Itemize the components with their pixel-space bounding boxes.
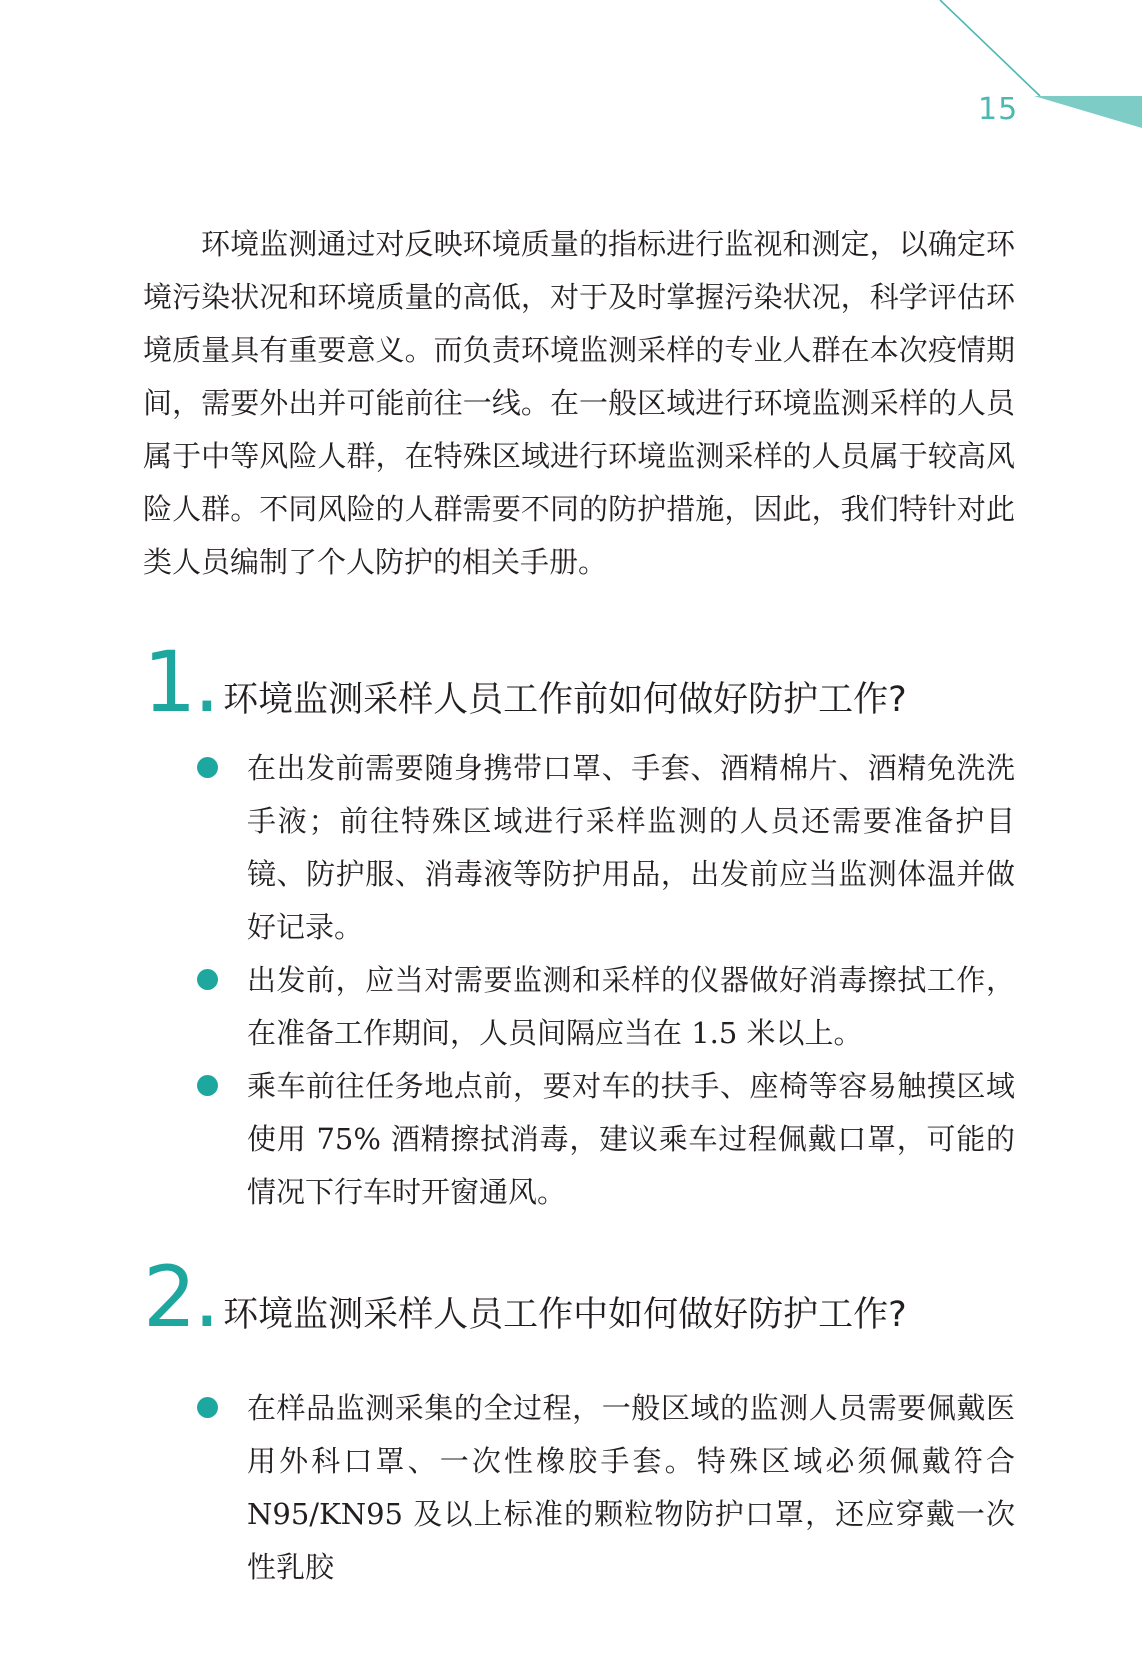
list-item xyxy=(195,954,1015,1060)
list-item xyxy=(195,1060,1015,1219)
section-2-number: 2. xyxy=(143,1248,218,1346)
corner-tab xyxy=(1034,96,1142,128)
section-1-heading xyxy=(143,633,907,731)
section-1-title: 环境监测采样人员工作前如何做好防护工作? xyxy=(223,680,907,720)
bullet-dot-icon xyxy=(197,1397,218,1418)
intro-paragraph: 环境监测通过对反映环境质量的指标进行监视和测定，以确定环境污染状况和环境质量的高低，对于及时掌握污染状况，科学评估环境质量具有重要意义。而负责环境监测采样的专业人群在本次疫情期间，需要外出并可能前往一线。在一般区域进行环境监测采样的人员属于中等风险人群，在特殊区域进行环境监测采样的人员属于较高风险人群。不同风险的人群需要不同的防护措施，因此，我们特针对此类人员编制了个人防护的相关手册。 xyxy=(143,227,1015,579)
corner-decoration xyxy=(0,0,1142,140)
list-item-text: 在出发前需要随身携带口罩、手套、酒精棉片、酒精免洗洗手液；前往特殊区域进行采样监测的人员还需要准备护目镜、防护服、消毒液等防护用品，出发前应当监测体温并做好记录。 xyxy=(247,751,1015,944)
bullet-dot-icon xyxy=(197,1075,218,1096)
section-1-number: 1. xyxy=(143,633,218,731)
section-2-title: 环境监测采样人员工作中如何做好防护工作? xyxy=(223,1295,907,1335)
list-item-text: 在样品监测采集的全过程，一般区域的监测人员需要佩戴医用外科口罩、一次性橡胶手套。特殊区域必须佩戴符合 N95/KN95 及以上标准的颗粒物防护口罩，还应穿戴一次性乳胶 xyxy=(247,1391,1015,1584)
list-item xyxy=(195,1382,1015,1594)
list-item xyxy=(195,742,1015,954)
list-item-text: 出发前，应当对需要监测和采样的仪器做好消毒擦拭工作，在准备工作期间，人员间隔应当在 1.5 米以上。 xyxy=(247,963,1015,1050)
section-1-list xyxy=(195,742,1015,1219)
section-2-list xyxy=(195,1382,1015,1594)
bullet-dot-icon xyxy=(197,757,218,778)
bullet-dot-icon xyxy=(197,969,218,990)
corner-line xyxy=(940,0,1040,96)
list-item-text: 乘车前往任务地点前，要对车的扶手、座椅等容易触摸区域使用 75% 酒精擦拭消毒，建议乘车过程佩戴口罩，可能的情况下行车时开窗通风。 xyxy=(247,1069,1015,1209)
page-number: 15 xyxy=(978,92,1019,127)
section-2-heading xyxy=(143,1248,907,1346)
